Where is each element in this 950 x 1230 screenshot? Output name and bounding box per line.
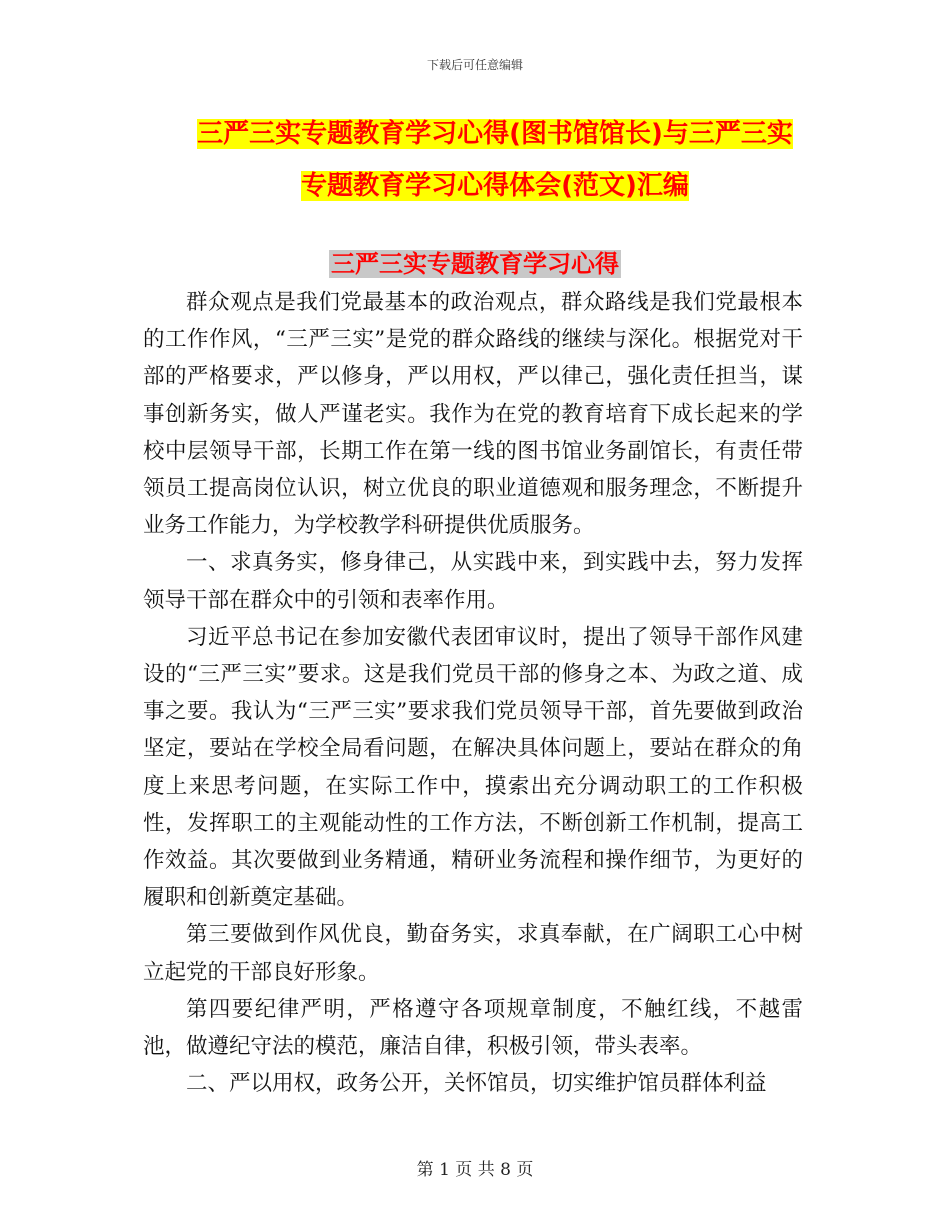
section-heading bbox=[0, 244, 950, 279]
document-title bbox=[150, 108, 840, 212]
paragraph: 一、求真务实，修身律己，从实践中来，到实践中去，努力发挥领导干部在群众中的引领和表率作用。 bbox=[143, 550, 803, 613]
body-text bbox=[143, 284, 803, 1102]
paragraph: 第四要纪律严明，严格遵守各项规章制度，不触红线，不越雷池，做遵纪守法的模范，廉洁自律，积极引领，带头表率。 bbox=[143, 996, 803, 1060]
paragraph: 习近平总书记在参加安徽代表团审议时，提出了领导干部作风建设的“三严三实”要求。这是我们党员干部的修身之本、为政之道、成事之要。我认为“三严三实”要求我们党员领导干部，首先要做到政治坚定，要站在学校全局看问题，在解决具体问题上，要站在群众的角度上来思考问题，在实际工作中，摸索出充分调动职工的工作积极性，发挥职工的主观能动性的工作方法，不断创新工作机制，提高工作效益。其次要做到业务精通，精研业务流程和操作细节，为更好的履职和创新奠定基础。 bbox=[143, 624, 803, 911]
header-note: 下载后可任意编辑 bbox=[426, 58, 523, 72]
paragraph: 群众观点是我们党最基本的政治观点，群众路线是我们党最根本的工作作风，“三严三实”是党的群众路线的继续与深化。根据党对干部的严格要求，严以修身，严以用权，严以律己，强化责任担当，谋事创新务实，做人严谨老实。我作为在党的教育培育下成长起来的学校中层领导干部，长期工作在第一线的图书馆业务副馆长，有责任带领员工提高岗位认识，树立优良的职业道德观和服务理念，不断提升业务工作能力，为学校教学科研提供优质服务。 bbox=[143, 290, 803, 539]
section-heading-text: 三严三实专题教育学习心得 bbox=[331, 250, 619, 278]
paragraph: 二、严以用权，政务公开，关怀馆员，切实维护馆员群体利益 bbox=[186, 1071, 767, 1097]
title-line-2: 专题教育学习心得体会(范文)汇编 bbox=[301, 171, 689, 201]
page-footer: 第 1 页 共 8 页 bbox=[416, 1160, 534, 1180]
title-line-1: 三严三实专题教育学习心得(图书馆馆长)与三严三实 bbox=[197, 119, 793, 149]
paragraph: 第三要做到作风优良，勤奋务实，求真奉献，在广阔职工心中树立起党的干部良好形象。 bbox=[143, 922, 803, 985]
